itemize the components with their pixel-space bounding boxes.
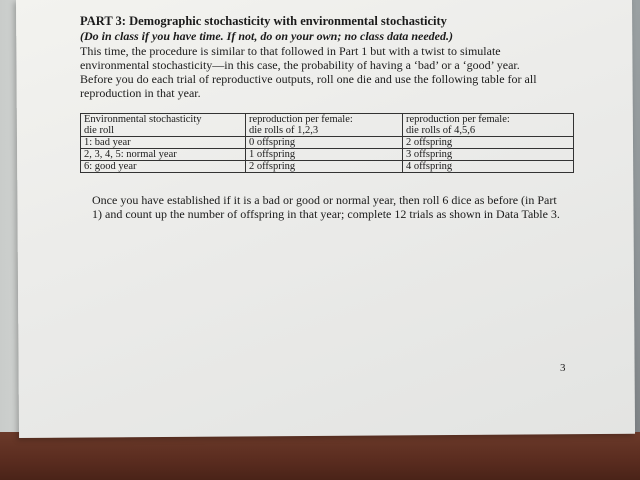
table-row (81, 149, 574, 161)
header-line: reproduction per female: (249, 114, 353, 125)
instruction-note: (Do in class if you have time. If not, do on your own; no class data needed.) (80, 29, 454, 43)
table-cell: 3 offspring (403, 149, 574, 161)
header-line: die roll (84, 125, 115, 136)
table-cell: 6: good year (81, 161, 246, 173)
closing-line-1: Once you have established if it is a bad or good or normal year, then roll 6 dice as before (in Part (92, 193, 557, 207)
table-cell: 2, 3, 4, 5: normal year (81, 149, 246, 161)
table-cell: 2 offspring (246, 161, 403, 173)
table-cell (403, 114, 574, 137)
table-cell (81, 114, 246, 137)
table-cell: 2 offspring (403, 137, 574, 149)
closing-paragraph (92, 193, 582, 221)
page-number: 3 (560, 362, 566, 374)
document-header (80, 14, 580, 100)
closing-line-2: 1) and count up the number of offspring in that year; complete 12 trials as shown in Data Table 3. (92, 207, 560, 221)
table-cell (246, 114, 403, 137)
table-header-row (81, 114, 574, 137)
intro-line-1: This time, the procedure is similar to that followed in Part 1 but with a twist to simulate (80, 44, 501, 58)
table-cell: 1 offspring (246, 149, 403, 161)
table-cell: 1: bad year (81, 137, 246, 149)
header-line: die rolls of 4,5,6 (406, 125, 476, 136)
table-row (81, 137, 574, 149)
header-line: reproduction per female: (406, 114, 510, 125)
header-line: Environmental stochasticity (84, 114, 202, 125)
intro-line-3: Before you do each trial of reproductive outputs, roll one die and use the following table for all (80, 72, 537, 86)
environmental-stochasticity-table (80, 113, 574, 173)
intro-line-2: environmental stochasticity—in this case, the probability of having a ‘bad’ or a ‘good’ year. (80, 58, 520, 72)
intro-line-4: reproduction in that year. (80, 86, 201, 100)
table-cell: 0 offspring (246, 137, 403, 149)
table-cell: 4 offspring (403, 161, 574, 173)
header-line: die rolls of 1,2,3 (249, 125, 319, 136)
wooden-desk-edge (0, 432, 640, 480)
table-row (81, 161, 574, 173)
part-title: PART 3: Demographic stochasticity with environmental stochasticity (80, 14, 447, 28)
